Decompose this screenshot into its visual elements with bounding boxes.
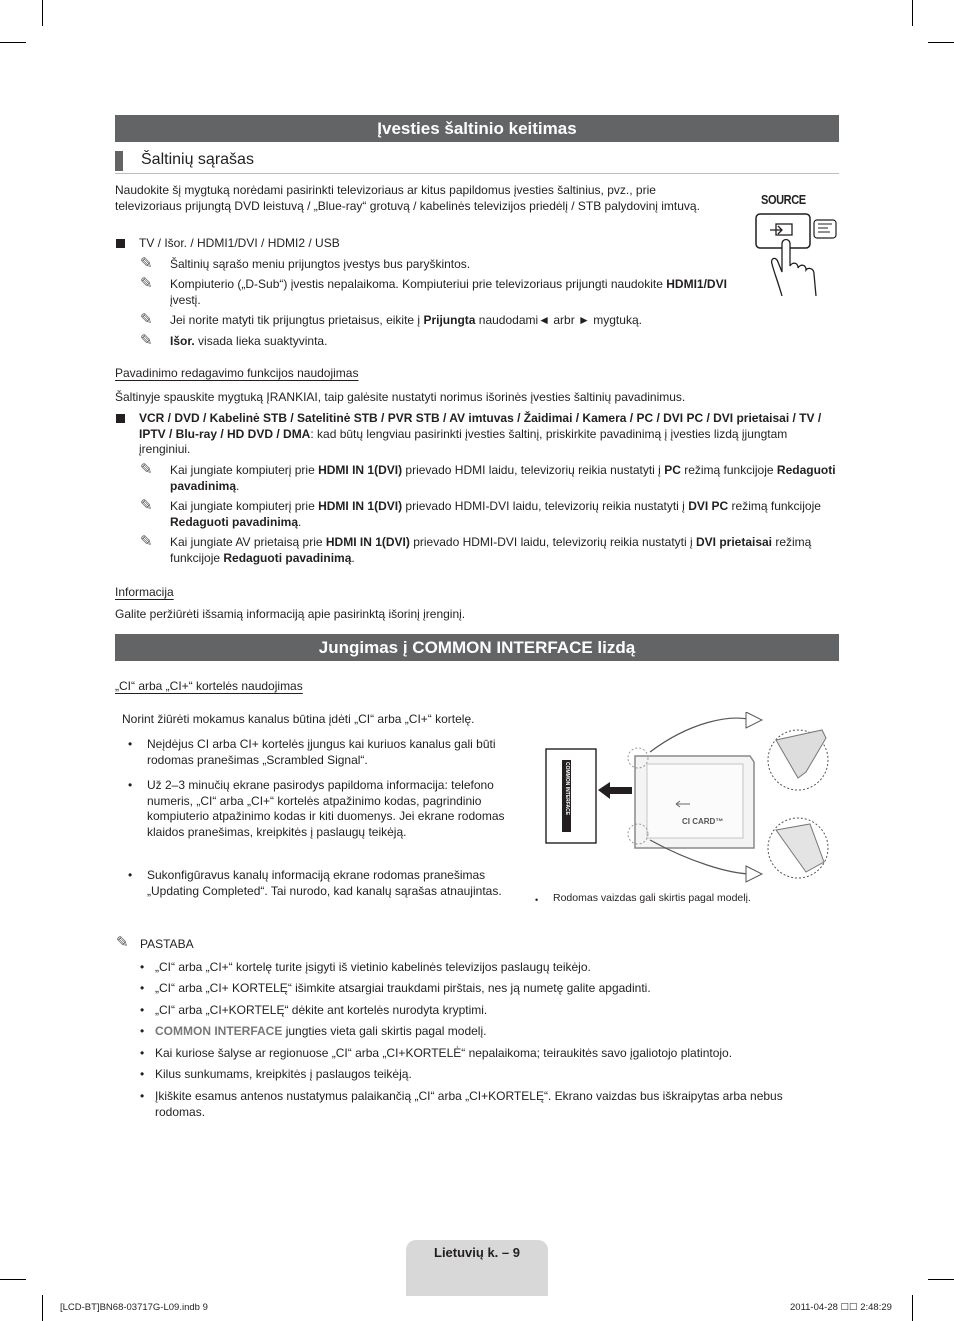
note-pencil-icon: ✎ (140, 275, 153, 292)
source-intro-text: Naudokite šį mygtuką norėdami pasirinkti televizoriaus ar kitus papildomus įvesties šaltinius, pvz., prie televizoriaus prijungtą DVD leistuvą / „Blue-ray“ grotuvą / kabelinės televizijos priedėlį / STB palydovinį imtuvą. (115, 183, 700, 213)
source-button-illustration (752, 190, 842, 300)
source-label: SOURCE (761, 192, 806, 207)
bullet-dot: • (535, 895, 539, 905)
crop-mark (42, 0, 43, 26)
note-pencil-icon: ✎ (116, 934, 129, 951)
note-insert-direction: „CI“ arba „CI+KORTELĘ“ dėkite ant kortelės nurodyta kryptimi. (155, 1003, 488, 1017)
bullet-dot: • (140, 1003, 145, 1017)
info-heading: Informacija (115, 585, 174, 599)
note-connected-inputs: Šaltinių sąrašo meniu prijungtos įvestys bus paryškintos. (170, 257, 471, 271)
note-pencil-icon: ✎ (140, 497, 153, 514)
ci-card-illustration (540, 712, 840, 887)
section-title-input-source: Įvesties šaltinio keitimas (115, 115, 839, 142)
info-text: Galite peržiūrėti išsamią informaciją apie pasirinktą išorinį įrenginį. (115, 607, 466, 621)
subsection-title: Šaltinių sąrašas (141, 151, 254, 168)
ci-bullet-info: Už 2–3 minučių ekrane pasirodys papildoma informacija: telefono numeris, „CI“ arba „CI+“ kortelės atpažinimo kodas, pagrindinio kompiuterio atpažinimo kodas ir kiti duomenys. Jei ekrane rodomas klaidos pranešimas, kreipkitės į paslaugų teikėją. (147, 778, 505, 839)
rename-heading: Pavadinimo redagavimo funkcijos naudojimas (115, 366, 359, 380)
bullet-dot: • (128, 778, 133, 792)
file-name: [LCD-BT]BN68-03717G-L09.indb 9 (60, 1302, 208, 1313)
ci-bullet-updating: Sukonfigūravus kanalų informaciją ekrane rodomas pranešimas „Updating Completed“. Tai nurodo, kad kanalų sąrašas atnaujintas. (147, 868, 502, 898)
bullet-dot: • (140, 981, 145, 995)
note-unsupported-regions: Kai kuriose šalyse ar regionuose „CI“ arba „CI+KORTELĖ“ nepalaikoma; teiraukitės savo įgaliotojo platintojo. (155, 1046, 733, 1060)
note-pencil-icon: ✎ (140, 533, 153, 550)
crop-mark (912, 1295, 913, 1321)
bullet-dot: • (128, 737, 133, 751)
ci-card-label: CI CARD™ (682, 817, 724, 826)
bullet-dot: • (140, 960, 145, 974)
note-pencil-icon: ✎ (140, 255, 153, 272)
page-number-tab (406, 1240, 548, 1296)
ci-intro-text: Norint žiūrėti mokamus kanalus būtina įdėti „CI“ arba „CI+“ kortelę. (122, 712, 475, 726)
rename-device-list: VCR / DVD / Kabelinė STB / Satelitinė STB / PVR STB / AV imtuvas / Žaidimai / Kamera / PC / DVI PC / DVI prietaisai / TV / IPTV / Blu-ray / HD DVD / DMA: kad būtų lengviau pasirinkti įvesties šaltinį, priskirkite pavadinimą į įvesties lizdą įjungtam įrenginiui. (139, 411, 822, 456)
source-list-items: TV / Išor. / HDMI1/DVI / HDMI2 / USB (139, 236, 340, 250)
ci-card-insertion-diagram (540, 712, 840, 887)
note-title: PASTABA (140, 937, 194, 951)
crop-mark (912, 0, 913, 26)
ci-bullet-scrambled: Neįdėjus CI arba CI+ kortelės įjungus kai kuriuos kanalus gali būti rodomas pranešimas „Scrambled Signal“. (147, 737, 496, 767)
page-number: Lietuvių k. – 9 (434, 1245, 520, 1260)
note-connected-only: Jei norite matyti tik prijungtus prietaisus, eikite į Prijungta naudodami◄ arbr ► mygtuką. (170, 313, 642, 327)
bullet-dot: • (140, 1089, 145, 1103)
rename-text: Šaltinyje spauskite mygtuką ĮRANKIAI, taip galėsite nustatyti norimus išorinės įvesties šaltinių pavadinimus. (115, 390, 686, 404)
subsection-source-list (115, 149, 839, 174)
note-remove-card: „CI“ arba „CI+ KORTELĘ“ išimkite atsargiai traukdami pirštais, nes ją numetę galite apgadinti. (155, 981, 651, 995)
note-pencil-icon: ✎ (140, 461, 153, 478)
bullet-dot: • (140, 1046, 145, 1060)
common-interface-slot-label: COMMON INTERFACE (564, 762, 570, 816)
note-dsub: Kompiuterio („D-Sub“) įvestis nepalaikoma. Kompiuteriui prie televizoriaus prijungti naudokite HDMI1/DVI įvestį. (170, 277, 727, 307)
crop-mark (0, 42, 26, 43)
note-pencil-icon: ✎ (140, 332, 153, 349)
crop-mark (0, 1279, 26, 1280)
print-timestamp: 2011-04-28 ☐☐ 2:48:29 (790, 1302, 892, 1313)
ci-card-heading: „CI“ arba „CI+“ kortelės naudojimas (115, 679, 303, 693)
crop-mark (928, 42, 954, 43)
subsection-marker (115, 151, 123, 171)
note-buy-card: „CI“ arba „CI+“ kortelę turite įsigyti iš vietinio kabelinės televizijos paslaugų teikėjo. (155, 960, 591, 974)
note-external-active: Išor. visada lieka suaktyvinta. (170, 334, 328, 348)
bullet-dot: • (128, 868, 133, 882)
bullet-square (116, 414, 125, 423)
note-hdmi-dvi-av: Kai jungiate AV prietaisą prie HDMI IN 1(DVI) prievado HDMI-DVI laidu, televizorių reikia nustatyti į DVI prietaisai režimą funkcijoje Redaguoti pavadinimą. (170, 535, 812, 565)
hand-pressing-source-icon (752, 210, 842, 300)
section-title-common-interface: Jungimas į COMMON INTERFACE lizdą (115, 634, 839, 661)
crop-mark (42, 1295, 43, 1321)
note-antenna-settings: Įkiškite esamus antenos nustatymus palaikančią „CI“ arba „CI+KORTELĘ“. Ekrano vaizdas bus iškraipytas arba nebus rodomas. (155, 1089, 783, 1119)
bullet-dot: • (140, 1067, 145, 1081)
image-caption: Rodomas vaizdas gali skirtis pagal modelį. (553, 892, 751, 904)
note-hdmi-pc: Kai jungiate kompiuterį prie HDMI IN 1(DVI) prievado HDMI laidu, televizorių reikia nustatyti į PC režimą funkcijoje Redaguoti pavadinimą. (170, 463, 836, 493)
bullet-dot: • (140, 1024, 145, 1038)
crop-mark (928, 1279, 954, 1280)
note-contact-provider: Kilus sunkumams, kreipkitės į paslaugos teikėją. (155, 1067, 412, 1081)
note-slot-location: COMMON INTERFACE jungties vieta gali skirtis pagal modelį. (155, 1024, 487, 1038)
note-hdmi-dvi-pc: Kai jungiate kompiuterį prie HDMI IN 1(DVI) prievado HDMI-DVI laidu, televizorių reikia nustatyti į DVI PC režimą funkcijoje Redaguoti pavadinimą. (170, 499, 821, 529)
bullet-square (116, 239, 125, 248)
note-pencil-icon: ✎ (140, 311, 153, 328)
